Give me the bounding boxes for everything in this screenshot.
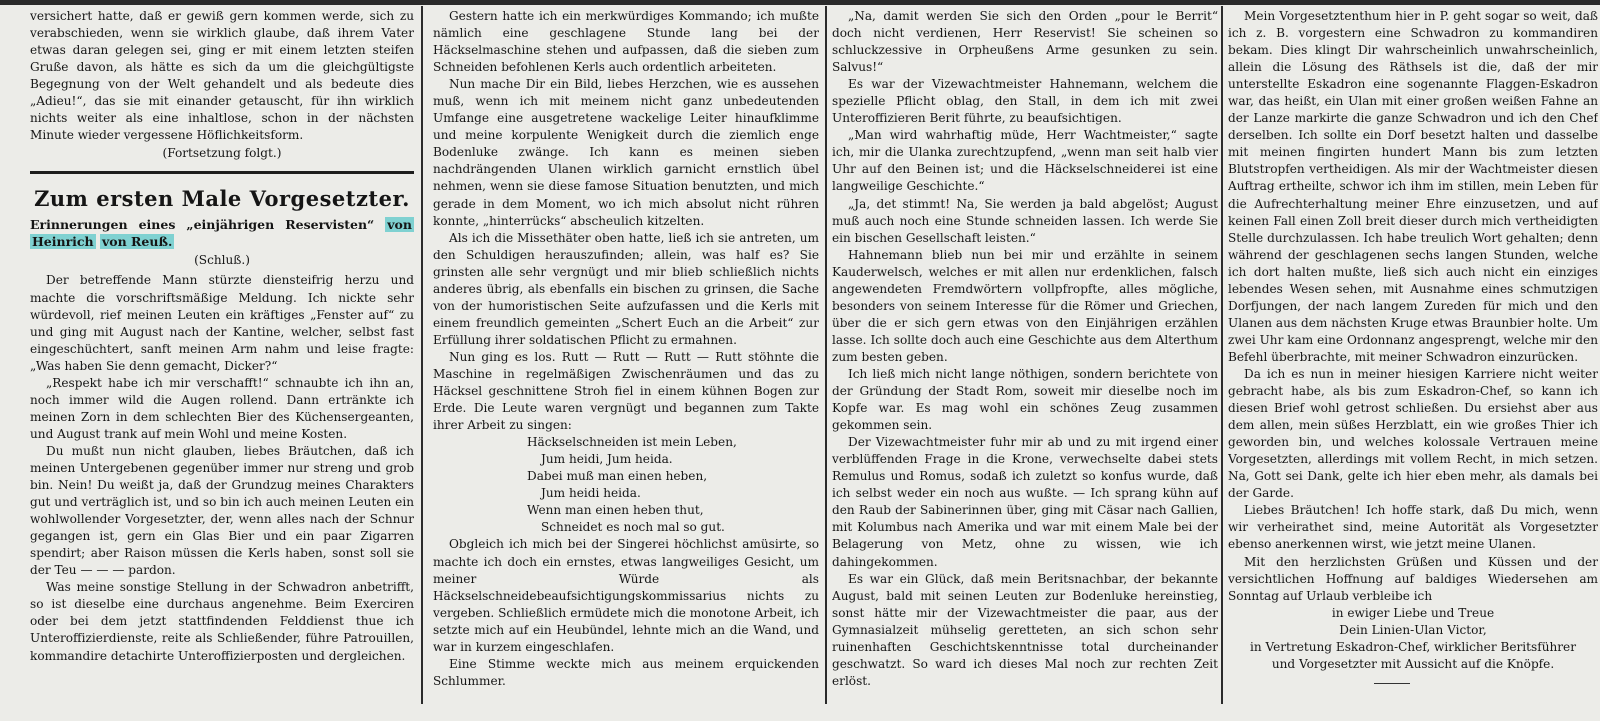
verse-line: Jum heidi, Jum heida. [541, 452, 673, 467]
paragraph: „Ja, det stimmt! Na, Sie werden ja bald abgelöst; August muß auch noch eine Stunde schneiden lassen. Ich werde Sie ein bischen Gesellschaft leisten.“ [832, 196, 1218, 245]
closing-line: in ewiger Liebe und Treue [1331, 605, 1495, 620]
author-name-highlight-2: von Reuß. [102, 234, 173, 250]
paragraph: Eine Stimme weckte mich aus meinem erquickenden Schlummer. [433, 656, 819, 688]
paragraph: Mit den herzlichsten Grüßen und Küssen und der versichtlichen Hoffnung auf baldiges Wiedersehen am Sonntag auf Urlaub verbleibe ich [1228, 554, 1598, 603]
paragraph: Nun mache Dir ein Bild, liebes Herzchen, wie es aussehen muß, wenn ich mit meinem nicht ganz unbedeutenden Umfange eine ausgetretene wackelige Leiter hinaufklimme und meine korpulente Wenigkeit durch die ziemlich enge Bodenluke zwänge. Ich kann es meinen sieben nachdrängenden Ulanen wirklich garnicht ernstlich übel nehmen, wenn sie diese famose Situation benutzten, und mich gerade in dem Moment, wo ich mich absolut nicht rühren konnte, „hinterrücks“ abscheulich kitzelten. [433, 77, 819, 228]
paragraph: Der Vizewachtmeister fuhr mir ab und zu mit irgend einer verblüffenden Frage in die Krone, verwechselte dabei stets Remulus und Romus, sodaß ich zuletzt so konfus wurde, daß ich selbst weder ein noch aus wußte. — Ich sprang kühn auf den Raub der Sabinerinnen über, ging mit Cäsar nach Gallien, mit Kolumbus nach Amerika und war mit einem Male bei der Belagerung von Metz, ohne zu wissen, wie ich dahingekommen. [832, 435, 1218, 569]
paragraph: Als ich die Missethäter oben hatte, ließ ich sie antreten, um den Schuldigen herauszufinden; allein, was half es? Sie grinsten alle sehr vergnügt und mir blieb schließlich nichts anderes übrig, als ebenfalls ein bischen zu grinsen, die Sache von der humoristischen Seite aufzufassen und die Kerls mit einem freundlich gemeinten „Schert Euch an die Arbeit“ zur Erfüllung ihrer soldatischen Pflicht zu ermahnen. [433, 230, 819, 347]
paragraph: Hahnemann blieb nun bei mir und erzählte in seinem Kauderwelsch, welches er mit allen nur erdenklichen, falsch angewendeten Fremdwörtern vollpfropfte, alles mögliche, besonders von seinem Interesse für die Römer und Griechen, über die er sich gern etwas von den Einjährigen erzählen lasse. Ich sollte doch auch eine Geschichte aus dem Alterthum zum besten geben. [832, 247, 1218, 364]
verse-line: Dabei muß man einen heben, [527, 469, 708, 484]
paragraph: „Na, damit werden Sie sich den Orden „pour le Berrit“ doch nicht verdienen, Herr Reservist! Sie scheinen so schluckzessive in Orpheußens Arme gesunken zu sein. Salvus!“ [832, 9, 1218, 75]
paragraph: Es war der Vizewachtmeister Hahnemann, welchem die spezielle Pflicht oblag, den Stall, in dem ich mit zwei Unteroffizieren Berit führte, zu beaufsichtigen. [832, 77, 1218, 126]
verse-line: Schneidet es noch mal so gut. [541, 520, 725, 535]
verse-line: Wenn man einen heben thut, [527, 503, 704, 518]
column-rule [1221, 6, 1223, 704]
paragraph: Ich ließ mich nicht lange nöthigen, sondern berichtete von der Gründung der Stadt Rom, soweit mir dieselbe noch im Kopfe war. Es mag wohl ein schönes Zeug zusammen gekommen sein. [832, 366, 1218, 433]
verse-line: Jum heidi heida. [541, 486, 641, 501]
signature: Dein Linien-Ulan Victor, [1339, 622, 1487, 637]
signature-title: in Vertretung Eskadron-Chef, wirklicher Beritsführer [1249, 639, 1576, 654]
conclusion-note: (Schluß.) [194, 253, 250, 268]
column-rule [421, 6, 423, 704]
continued-note: (Fortsetzung folgt.) [162, 146, 282, 161]
paragraph: „Respekt habe ich mir verschafft!“ schnaubte ich ihn an, noch immer wild die Augen rollend. Dann ertränkte ich meinen Zorn in dem schlechten Bier des Küchensergeanten, und August trank auf mein Wohl und meine Kosten. [30, 375, 414, 441]
author-von-highlight: von [387, 217, 412, 233]
signature-title: und Vorgesetzter mit Aussicht auf die Knöpfe. [1271, 656, 1555, 671]
paragraph: Obgleich ich mich bei der Singerei höchlichst amüsirte, so machte ich doch ein ernstes, etwas langweiliges Gesicht, um meiner Würde als Häckselschneidebeaufsichtigungskommissarius nichts zu vergeben. Schließlich ermüdete mich die monotone Arbeit, ich setzte mich auf ein Heubündel, lehnte mich an die Wand, und war in kurzem eingeschlafen. [433, 537, 819, 654]
verse-line: Häckselschneiden ist mein Leben, [527, 435, 737, 450]
article-headline: Zum ersten Male Vorgesetzter. [34, 186, 410, 212]
paragraph: Es war ein Glück, daß mein Beritsnachbar, der bekannte August, bald mit seinen Leuten zur Bodenluke hereinstieg, sonst hätte mir der Vizewachtmeister die paar, aus der Gymnasialzeit mühselig geretteten, an sich schon sehr ruinenhaften Geschichtskenntnisse total durcheinander geschwatzt. So ward ich dieses Mal noch zur rechten Zeit erlöst. [832, 571, 1218, 688]
paragraph: „Man wird wahrhaftig müde, Herr Wachtmeister,“ sagte ich, mir die Ulanka zurechtzupfend, „wenn man seit halb vier Uhr auf den Beinen ist; und die Häckselschneiderei ist eine langweilige Geschichte.“ [832, 128, 1218, 194]
paragraph: Gestern hatte ich ein merkwürdiges Kommando; ich mußte nämlich eine geschlagene Stunde lang bei der Häckselmaschine stehen und aufpassen, daß die sieben zum Schneiden befohlenen Kerls auch ordentlich arbeiteten. [433, 9, 819, 75]
serial-ending: versichert hatte, daß er gewiß gern kommen werde, sich zu verabschieden, wenn sie wirklich glaube, daß ihrem Vater etwas daran gelegen sei, ging er mit einem letzten steifen Gruße davon, als hätte es sich da um die gleichgültigste Begegnung von der Welt gehandelt und als bedeute dies „Adieu!“, das sie mit einander getauscht, für ihn wirklich nichts weiter als eine inhaltlose, schon in der nächsten Minute wieder vergessene Höflichkeitsform. [30, 9, 414, 143]
end-rule [1374, 683, 1410, 684]
section-divider [30, 171, 414, 174]
article-subtitle [30, 216, 414, 250]
paragraph: Nun ging es los. Rutt — Rutt — Rutt — Rutt stöhnte die Maschine in regelmäßigen Zwischenräumen und das zu Häcksel geschnittene Stroh fiel in einem kühnen Bogen zur Erde. Die Leute waren vergnügt und begannen zum Takte ihrer Arbeit zu singen: [433, 349, 819, 433]
subtitle-text: Erinnerungen eines „einjährigen Reservisten“ [30, 217, 375, 233]
column-4 [1228, 8, 1598, 708]
author-name-highlight: Heinrich [32, 234, 94, 250]
paragraph: Mein Vorgesetztenthum hier in P. geht sogar so weit, daß ich z. B. vorgestern eine Schwadron zu kommandiren bekam. Dies klingt Dir wahrscheinlich unwahrscheinlich, allein die Lösung des Räthsels ist die, daß der mir unterstellte Eskadron eine sogenannte Flaggen-Eskadron war, das heißt, ein Ulan mit einer großen weißen Fahne an der Lanze markirte die ganze Schwadron und ich den Chef derselben. Ich sollte ein Dorf besetzt halten und dasselbe mit meinen fingirten hundert Mann bis zum letzten Blutstropfen vertheidigen. Als mir der Wachtmeister diesen Auftrag ertheilte, schwor ich ihm im stillen, mein Leben für die Aufrechterhaltung meiner Ehre einzusetzen, und auf keinen Fall einen Zoll breit dieser durch mich vertheidigten Stelle durchzulassen. Ich habe treulich Wort gehalten; denn während der geschlagenen sechs langen Stunden, welche ich dort halten mußte, ließ sich auch nicht ein einziges lebendes Wesen sehen, mit Ausnahme eines schmutzigen Dorfjungen, der nach langem Zureden für mich und den Ulanen aus dem nächsten Kruge etwas Braunbier holte. Um zwei Uhr kam eine Ordonnanz angesprengt, welche mir den Befehl überbrachte, mit meiner Schwadron einzurücken. [1228, 9, 1598, 364]
column-rule [825, 6, 827, 704]
top-border [0, 0, 1600, 5]
column-3 [832, 8, 1218, 708]
paragraph: Liebes Bräutchen! Ich hoffe stark, daß Du mich, wenn wir verheirathet sind, meine Autorität als Vorgesetzter ebenso anerkennen wirst, wie jetzt meine Ulanen. [1228, 503, 1598, 552]
paragraph: Da ich es nun in meiner hiesigen Karriere nicht weiter gebracht habe, als bis zum Eskadron-Chef, so kann ich diesen Brief wohl getrost schließen. Du ersiehst aber aus dem allen, mein süßes Herzblatt, ein wie großes Thier ich geworden bin, und welches kolossale Vertrauen meine Vorgesetzten, allerdings mit vollem Recht, in mich setzen. Na, Gott sei Dank, gelte ich hier eben mehr, als damals bei der Garde. [1228, 366, 1598, 501]
paragraph: Du mußt nun nicht glauben, liebes Bräutchen, daß ich meinen Untergebenen gegenüber immer nur streng und grob bin. Nein! Du weißt ja, daß der Grundzug meines Charakters gut und verträglich ist, und so bin ich auch meinen Leuten ein wohlwollender Vorgesetzter, der, wenn alles nach der Schnur gegangen ist, gern ein Glas Bier und ein paar Zigarren spendirt; aber Raison müssen die Kerls haben, sonst soll sie der Teu — — — pardon. [30, 443, 414, 578]
paragraph: Was meine sonstige Stellung in der Schwadron anbetrifft, so ist dieselbe eine durchaus angenehme. Beim Exerciren oder bei dem jetzt stattfindenden Felddienst thue ich Unteroffizierdienste, reite als Schließender, führe Patrouillen, kommandire detachirte Unteroffizierposten und dergleichen. [30, 580, 414, 663]
column-1 [30, 8, 414, 708]
column-2 [433, 8, 819, 708]
paragraph: Der betreffende Mann stürzte diensteifrig herzu und machte die vorschriftsmäßige Meldung. Ich nickte sehr würdevoll, rief meinen Leuten ein kräftiges „Fenster auf“ zu und ging mit August nach der Kantine, welcher, selbst fast eingeschüchtert, sanft meinen Arm nahm und leise fragte: „Was haben Sie denn gemacht, Dicker?“ [30, 273, 414, 373]
